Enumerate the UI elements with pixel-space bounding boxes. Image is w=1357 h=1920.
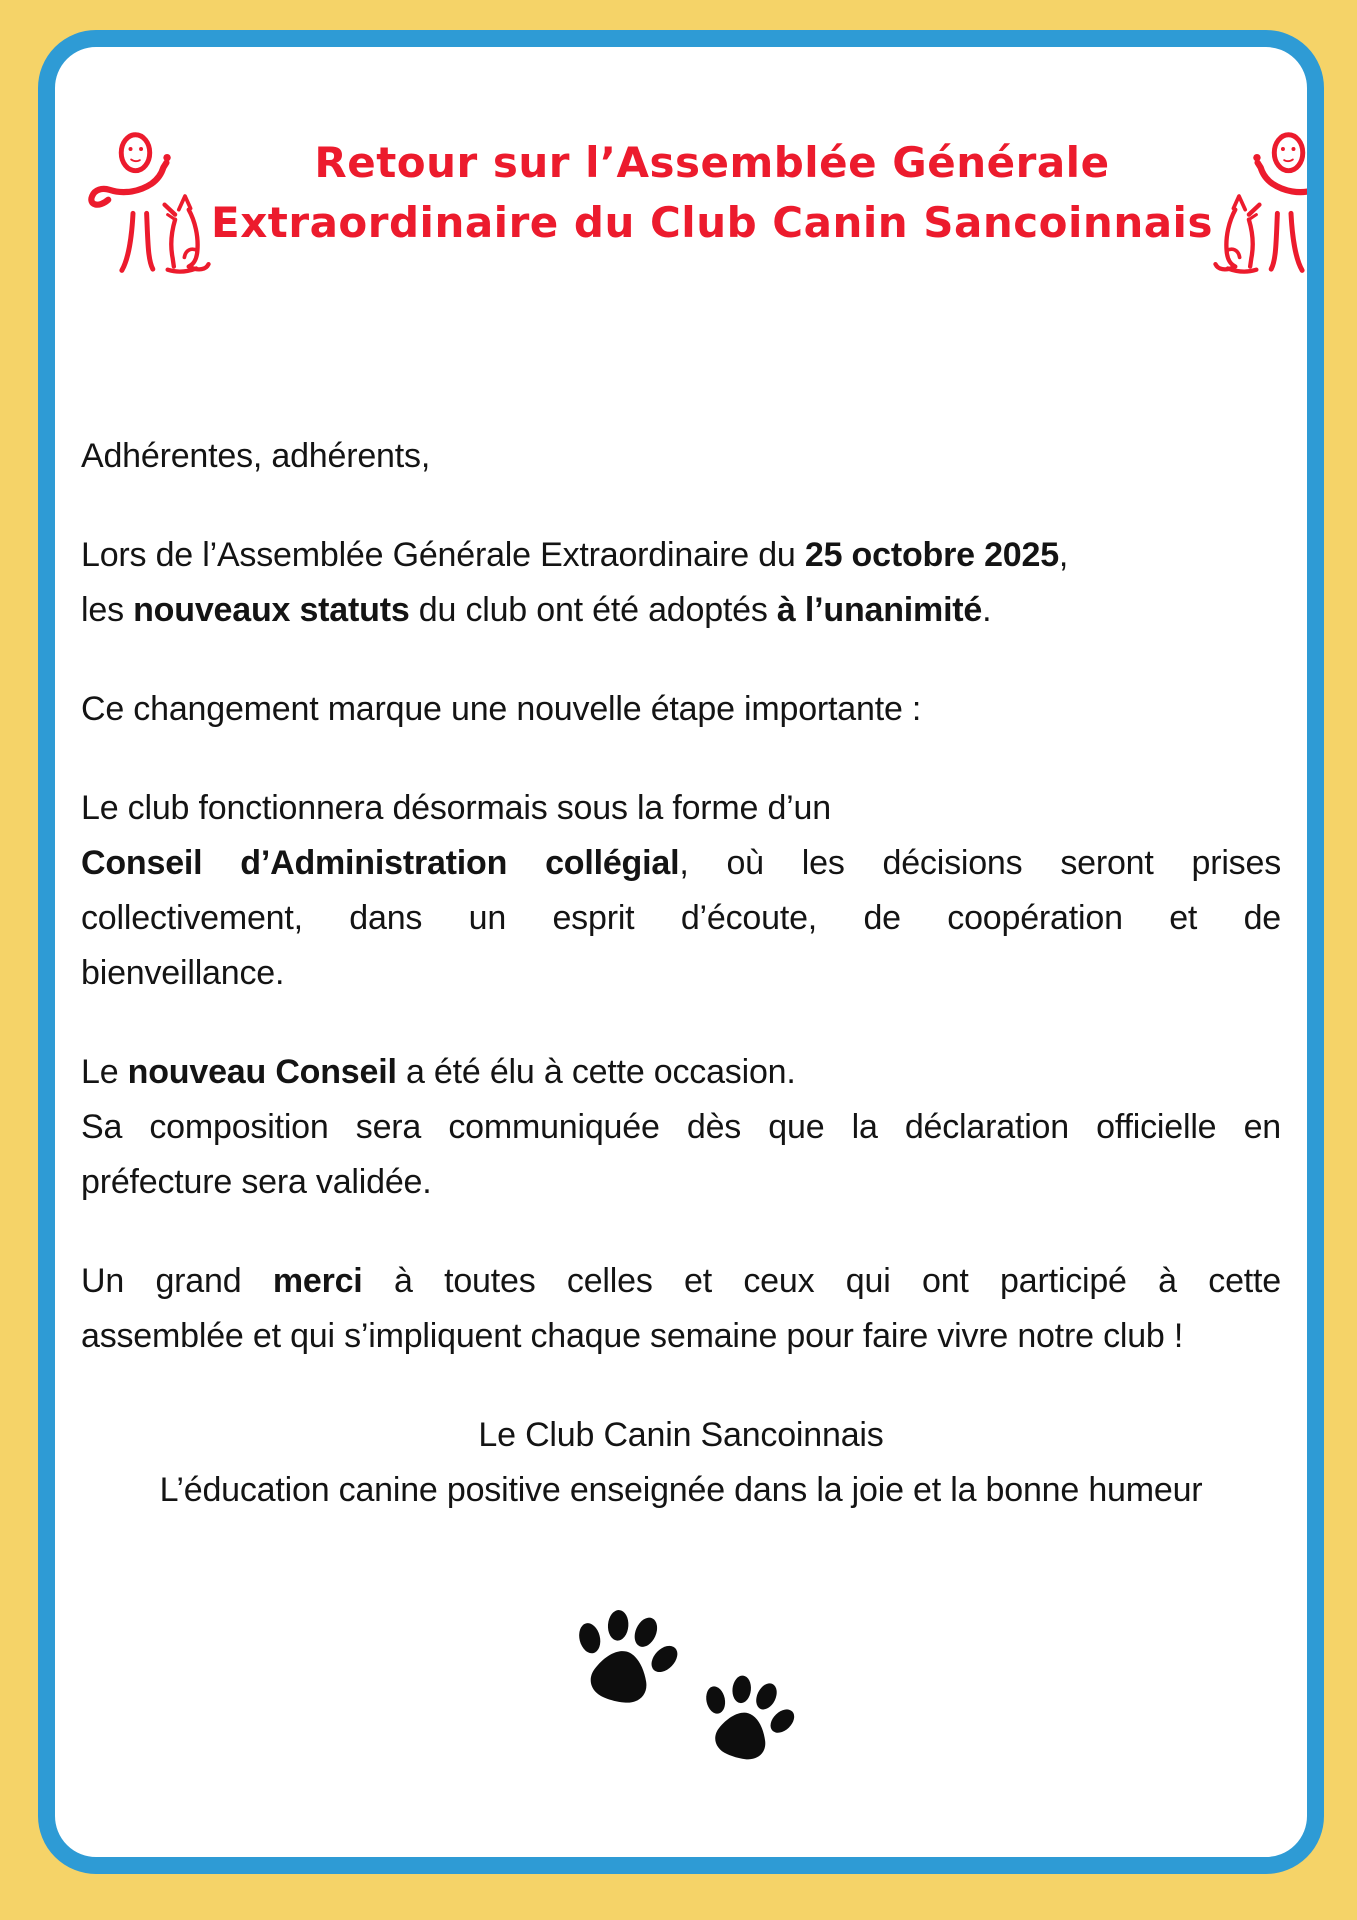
paragraph-line: collectivement, dans un esprit d’écoute, de coopération et de xyxy=(81,899,1281,937)
paragraph-line: Le nouveau Conseil a été élu à cette occasion. xyxy=(81,1053,796,1091)
paragraph xyxy=(81,1045,1281,1210)
paragraph xyxy=(81,528,1281,638)
paragraph-line: Le club fonctionnera désormais sous la forme d’un xyxy=(81,789,831,827)
paragraph xyxy=(81,682,1281,737)
person-with-dog-icon xyxy=(81,125,211,277)
paragraph xyxy=(81,429,1281,484)
paragraph-line: Sa composition sera communiquée dès que la déclaration officielle en xyxy=(81,1108,1281,1146)
paragraph-line: assemblée et qui s’impliquent chaque semaine pour faire vivre notre club ! xyxy=(81,1317,1184,1355)
person-with-dog-icon-mirrored xyxy=(1213,125,1324,277)
paragraph-line: Ce changement marque une nouvelle étape importante : xyxy=(81,690,922,728)
paw-prints-icon xyxy=(55,1582,1307,1812)
paragraph-line: Un grand merci à toutes celles et ceux qui ont participé à cette xyxy=(81,1262,1281,1300)
page-title-line-2: Extraordinaire du Club Canin Sancoinnais xyxy=(211,198,1213,247)
page-title xyxy=(211,133,1213,253)
card xyxy=(38,30,1324,1874)
paragraph-line: Lors de l’Assemblée Générale Extraordinaire du 25 octobre 2025, xyxy=(81,536,1069,574)
paragraph xyxy=(81,781,1281,1001)
paragraph-line: préfecture sera validée. xyxy=(81,1163,432,1201)
signature xyxy=(55,1408,1307,1518)
body-paragraphs xyxy=(55,429,1307,1364)
paragraph-line: Conseil d’Administration collégial, où les décisions seront prises xyxy=(81,844,1281,882)
paragraph-line: bienveillance. xyxy=(81,954,285,992)
signature-tagline: L’éducation canine positive enseignée dans la joie et la bonne humeur xyxy=(159,1471,1203,1509)
header xyxy=(55,125,1307,277)
paragraph-line: Adhérentes, adhérents, xyxy=(81,437,431,475)
paragraph-line: les nouveaux statuts du club ont été adoptés à l’unanimité. xyxy=(81,591,992,629)
paragraph xyxy=(81,1254,1281,1364)
page-title-line-1: Retour sur l’Assemblée Générale xyxy=(314,138,1110,187)
signature-club-name: Le Club Canin Sancoinnais xyxy=(478,1416,884,1454)
